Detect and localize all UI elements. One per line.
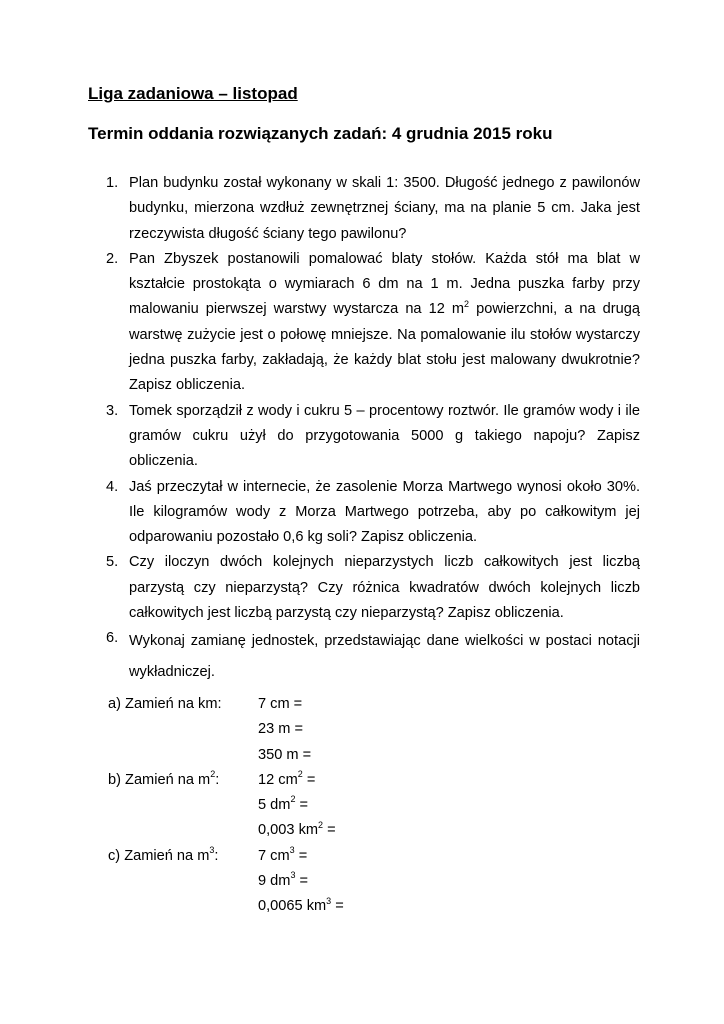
task-text: Jaś przeczytał w internecie, że zasolenie Morza Martwego wynosi około 30%. Ile kilogramów wody z Morza Martwego potrzeba, aby po całkowitym jej odparowaniu pozostało 0,6 kg soli? Zapisz obliczenia. [129,478,640,546]
page-title: Liga zadaniowa – listopad [88,84,298,103]
conversion-item [258,793,308,818]
conversion-row [0,793,724,818]
task-item [0,247,640,399]
task-list [0,171,724,688]
unit-conversion-list [0,692,724,920]
conversion-row [0,717,724,742]
item-equals: = [302,771,316,788]
task-text: Tomek sporządził z wody i cukru 5 – procentowy roztwór. Ile gramów wody i ile gramów cukru użył do przygotowania 5000 g takiego napoju? Zapisz obliczenia. [129,402,640,470]
superscript: 2 [290,794,296,805]
superscript: 2 [464,298,470,309]
task-item [0,475,640,551]
conversion-item [258,768,315,793]
task-item [0,171,640,247]
superscript: 3 [290,870,296,881]
conversion-label: a) Zamień na km: [108,696,222,712]
superscript: 3 [289,844,295,855]
task-number: 4. [106,478,119,495]
superscript: 2 [297,769,303,780]
conversion-row [0,818,724,843]
conversion-row [0,692,724,717]
task-text-part: powierzchni, a na drugą warstwę zużycie jest o połowę mniejsze. Na pomalowanie ilu stołów wystarczy jedna puszka farby, zakładają, że każdy blat stołu jest malowany dwukrotnie? Zapisz obliczenia. [129,301,640,394]
item-text: 9 dm [258,873,291,890]
label-colon: : [214,847,219,864]
conversion-row [0,894,724,919]
conversion-item [258,894,344,919]
task-number: 3. [106,402,119,419]
item-text: 0,0065 km [258,898,327,915]
conversion-row [0,768,724,793]
conversion-row [0,869,724,894]
superscript: 2 [210,769,216,780]
conversion-row [0,844,724,869]
label-text: b) Zamień na m [108,771,211,788]
task-number: 5. [106,554,119,571]
superscript: 3 [326,895,332,906]
task-item [0,550,640,626]
task-number: 1. [106,175,119,191]
task-item [0,399,640,475]
item-equals: = [323,822,336,839]
conversion-label [108,844,218,869]
deadline-heading: Termin oddania rozwiązanych zadań: 4 grudnia 2015 roku [88,124,553,143]
superscript: 3 [209,844,215,855]
conversion-item [258,869,308,894]
conversion-item: 7 cm = [258,696,303,712]
item-text: 7 cm [258,847,290,864]
item-equals: = [295,797,309,814]
item-text: 12 cm [258,771,298,788]
conversion-row [0,743,724,768]
item-equals: = [331,898,344,915]
conversion-label [108,768,219,793]
task-text: Plan budynku został wykonany w skali 1: 3500. Długość jednego z pawilonów budynku, mierzona wzdłuż zewnętrznej ściany, ma na planie 5 cm. Jaka jest rzeczywista długość ściany tego pawilonu? [129,175,640,242]
conversion-item [258,818,336,843]
task-number: 6. [106,630,119,647]
label-colon: : [215,771,220,788]
conversion-item [258,844,307,869]
item-equals: = [294,847,308,864]
conversion-item: 350 m = [258,746,312,763]
item-text: 0,003 km [258,822,319,839]
conversion-item: 23 m = [258,721,304,738]
item-text: 5 dm [258,797,291,814]
task-number: 2. [106,250,119,267]
item-equals: = [295,873,309,890]
task-text-part: Pan Zbyszek postanowili pomalować blaty stołów. Każda stół ma blat w kształcie prostokąta o wymiarach 6 dm na 1 m. Jedna puszka farby przy malowaniu pierwszej warstwy wystarcza na 12 m [129,250,640,318]
task-text: Wykonaj zamianę jednostek, przedstawiając dane wielkości w postaci notacji wykładniczej. [129,633,640,681]
task-text [129,247,640,399]
task-text: Czy iloczyn dwóch kolejnych nieparzystych liczb całkowitych jest liczbą parzystą czy nieparzystą? Czy różnica kwadratów dwóch kolejnych liczb całkowitych jest liczbą parzystą czy nieparzystą? Zapisz obliczenia. [129,554,640,622]
task-item [0,626,640,688]
superscript: 2 [318,819,324,830]
label-text: c) Zamień na m [108,847,210,864]
